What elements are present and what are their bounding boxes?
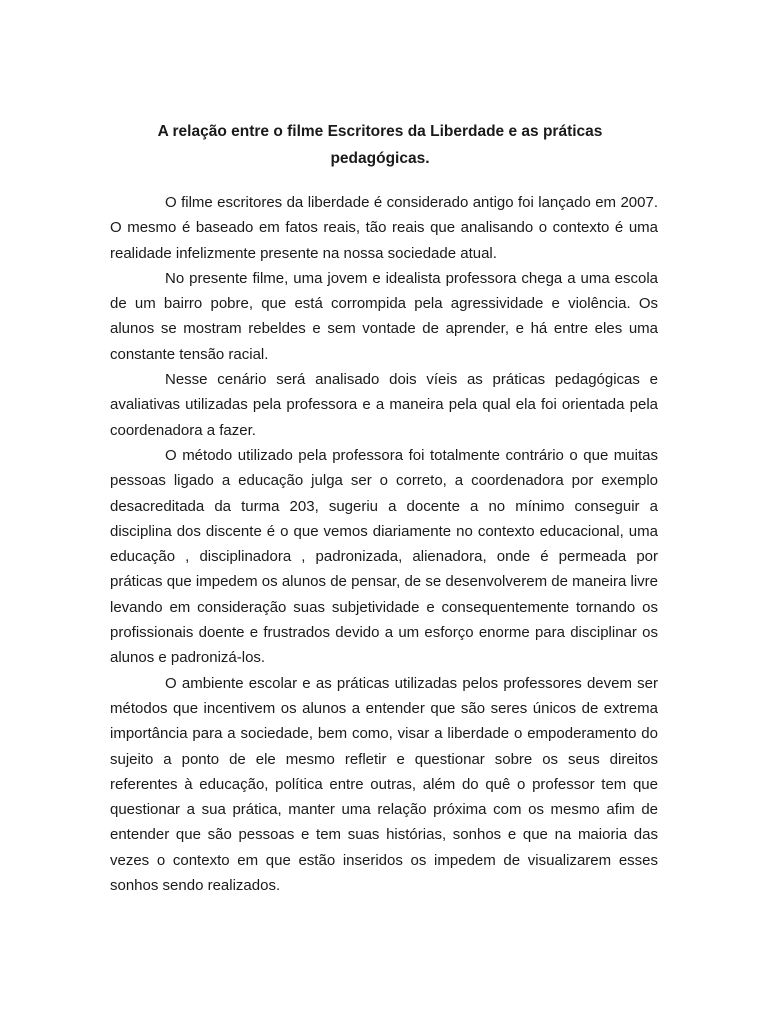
title-line-2: pedagógicas. — [330, 150, 430, 167]
title-line-1: A relação entre o filme Escritores da Liberdade e as práticas — [157, 123, 603, 140]
paragraph-4: O método utilizado pela professora foi totalmente contrário o que muitas pessoas ligado a educação julga ser o correto, a coordenadora por exemplo desacreditada da turma 203, sugeriu a docente a no mínimo conseguir a disciplina dos discente é o que vemos diariamente no contexto educacional, uma educação , disciplinadora , padronizada, alienadora, onde é permeada por práticas que impedem os alunos de pensar, de se desenvolverem de maneira livre levando em consideração suas subjetividade e consequentemente tornando os profissionais doente e frustrados devido a um esforço enorme para disciplinar os alunos e padronizá-los. — [110, 446, 658, 667]
paragraph-5: O ambiente escolar e as práticas utilizadas pelos professores devem ser métodos que incentivem os alunos a entender que são seres únicos de extrema importância para a sociedade, bem como, visar a liberdade o empoderamento do sujeito a ponto de ele mesmo refletir e questionar sobre os seus direitos referentes à educação, política entre outras, além do quê o professor tem que questionar a sua prática, manter uma relação próxima com os mesmo afim de entender que são pessoas e tem suas histórias, sonhos e que na maioria das vezes o contexto em que estão inseridos os impedem de visualizarem esses sonhos sendo realizados. — [110, 674, 658, 895]
paragraph-1: O filme escritores da liberdade é considerado antigo foi lançado em 2007. O mesmo é baseado em fatos reais, tão reais que analisando o contexto é uma realidade infelizmente presente na nossa sociedade atual. — [110, 194, 658, 262]
paragraph-2: No presente filme, uma jovem e idealista professora chega a uma escola de um bairro pobre, que está corrompida pela agressividade e violência. Os alunos se mostram rebeldes e sem vontade de aprender, e há entre eles uma constante tensão racial. — [110, 269, 658, 363]
paragraph-3: Nesse cenário será analisado dois víeis as práticas pedagógicas e avaliativas utilizadas pela professora e a maneira pela qual ela foi orientada pela coordenadora a fazer. — [110, 371, 658, 439]
document-title — [100, 118, 660, 172]
document-body — [110, 190, 658, 898]
